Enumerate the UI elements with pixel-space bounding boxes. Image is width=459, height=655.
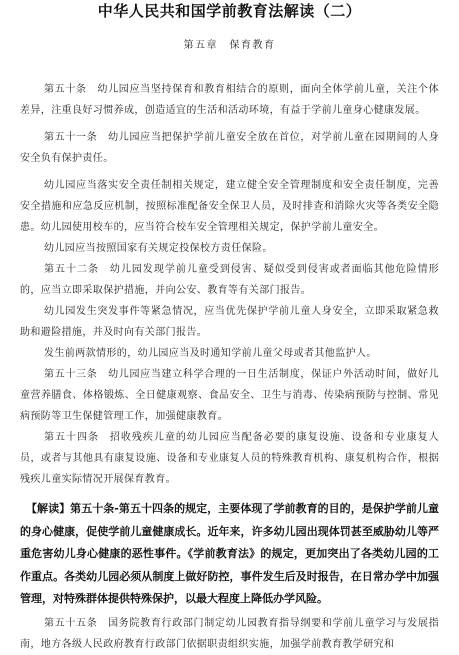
article-51-insurance: 幼儿园应当按照国家有关规定投保校方责任保险。: [44, 243, 273, 254]
article-51-safety-measures: 幼儿园应当落实安全责任制相关规定，建立健全安全管理制度和安全责任制度，完善安全措施和应急反应机制，按照标准配备安全保卫人员，及时排查和消除火灾等各类安全隐患。幼儿园使用校车的，应当符合校车安全管理相关规定，保护学前儿童安全。: [20, 180, 439, 233]
interpretation-text: 第五十条-第五十四条的规定，主要体现了学前教育的目的，是保护学前儿童的身心健康，促使学前儿童健康成长。近年来，许多幼儿园出现体罚甚至威胁幼儿等严重危害幼儿身心健康的恶性事件。《学前教育法》的规定，更加突出了各类幼儿园的工作重点。各类幼儿园必须从制度上做好防控，事件发生后及时报告，在日常办学中加强管理，对特殊群体提供特殊保护，以最大程度上降低办学风险。: [20, 502, 439, 605]
article-52: 第五十二条 幼儿园发现学前儿童受到侵害、疑似受到侵害或者面临其他危险情形的，应当立即采取保护措施，并向公安、教育等有关部门报告。: [20, 264, 439, 296]
interpretation-tag: 【解读】: [26, 502, 71, 515]
article-51: 第五十一条 幼儿园应当把保护学前儿童安全放在首位，对学前儿童在园期间的人身安全负有保护责任。: [20, 132, 439, 164]
document-title: 中华人民共和国学前教育法解读（二）: [97, 2, 362, 20]
article-50: 第五十条 幼儿园应当坚持保育和教育相结合的原则，面向全体学前儿童，关注个体差异，注重良好习惯养成，创造适宜的生活和活动环境，有益于学前儿童身心健康发展。: [20, 84, 439, 116]
article-53: 第五十三条 幼儿园应当建立科学合理的一日生活制度，保证户外活动时间，做好儿童营养膳食、体格锻炼、全日健康观察、食品安全、卫生与消毒、传染病预防与控制、常见病预防等卫生保健管理工作，加强健康教育。: [20, 369, 439, 422]
article-54: 第五十四条 招收残疾儿童的幼儿园应当配备必要的康复设施、设备和专业康复人员，或者与其他具有康复设施、设备和专业康复人员的特殊教育机构、康复机构合作，根据残疾儿童实际情况开展保育教育。: [20, 432, 439, 485]
article-52-emergency: 幼儿园发生突发事件等紧急情况，应当优先保护学前儿童人身安全，立即采取紧急救助和避险措施，并及时向有关部门报告。: [20, 306, 439, 338]
chapter-heading: 第五章 保育教育: [183, 40, 276, 51]
article-55: 第五十五条 国务院教育行政部门制定幼儿园教育指导纲要和学前儿童学习与发展指南，地方各级人民政府教育行政部门依据职责组织实施，加强学前教育教学研究和: [20, 617, 439, 650]
article-52-notify-guardians: 发生前两款情形的，幼儿园应当及时通知学前儿童父母或者其他监护人。: [44, 348, 377, 359]
interpretation-block: [20, 498, 439, 611]
